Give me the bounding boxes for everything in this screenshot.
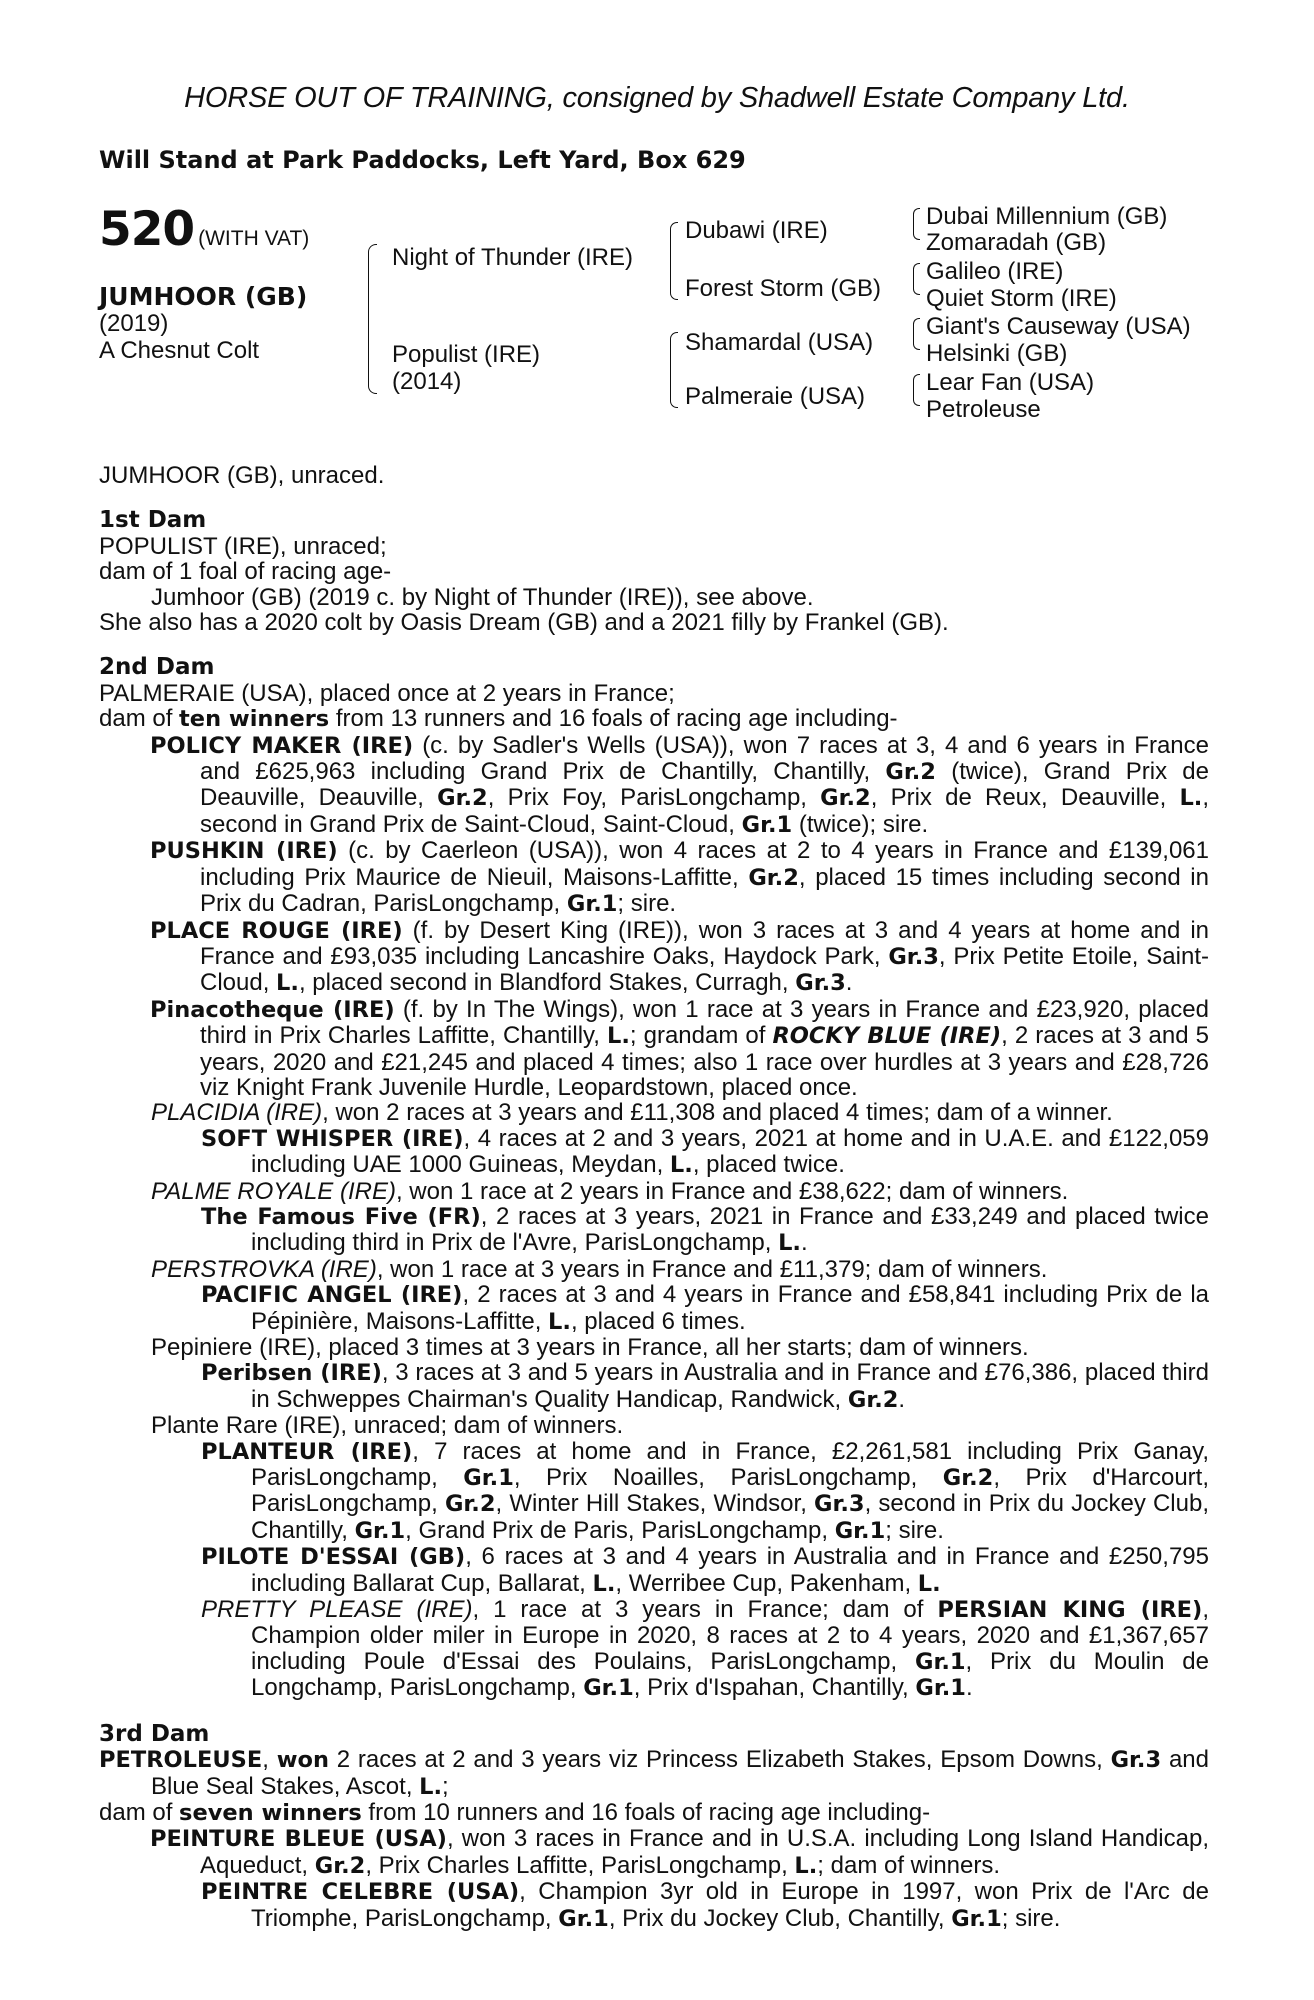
first-dam-line: She also has a 2020 colt by Oasis Dream (GB) and a 2021 filly by Frankel (GB). [99, 609, 949, 637]
produce-entry: Pepiniere (IRE), placed 3 times at 3 years in France, all her starts; dam of winners. [151, 1334, 1029, 1361]
pedigree-brace [913, 263, 920, 295]
pedigree-dam-dam: Palmeraie (USA) [685, 383, 866, 410]
produce-entry: PERSTROVKA (IRE), won 1 race at 3 years in France and £11,379; dam of winners. [151, 1255, 1048, 1283]
produce-entry: Peribsen (IRE), 3 races at 3 and 5 years in Australia and in France and £76,386, placed third in Schweppes Chairman's Quality Handicap, Randwick, Gr.2. [201, 1359, 1209, 1413]
produce-entry: SOFT WHISPER (IRE), 4 races at 2 and 3 years, 2021 at home and in U.A.E. and £122,059 including UAE 1000 Guineas, Meydan, L., placed twice. [201, 1124, 1209, 1179]
produce-entry: The Famous Five (FR), 2 races at 3 years, 2021 in France and £33,249 and placed twice including third in Prix de l'Avre, ParisLongchamp, L.. [201, 1202, 1209, 1257]
pedigree-sire: Night of Thunder (IRE) [392, 244, 633, 271]
pedigree-brace [913, 208, 920, 240]
lot-number: 520 [99, 202, 195, 257]
pedigree-dam-sire: Shamardal (USA) [685, 329, 874, 356]
second-dam-line: PALMERAIE (USA), placed once at 2 years in France; [99, 679, 675, 707]
pedigree-brace [913, 318, 920, 350]
pedigree-g5: Giant's Causeway (USA) [926, 313, 1191, 340]
intro-line: JUMHOOR (GB), unraced. [99, 462, 385, 489]
produce-entry: PALME ROYALE (IRE), won 1 race at 2 years in France and £38,622; dam of winners. [151, 1177, 1069, 1205]
produce-entry: PLACE ROUGE (IRE) (f. by Desert King (IRE)), won 3 races at 3 and 4 years at home and in France and £93,035 including Lancashire Oaks, Haydock Park, Gr.3, Prix Petite Etoile, Saint-Cloud, L., placed second in Blandford Stakes, Curragh, Gr.3. [150, 916, 1210, 997]
catalogue-body [99, 463, 1209, 1932]
pedigree-g1: Dubai Millennium (GB) [926, 203, 1168, 230]
pedigree-brace [670, 332, 678, 408]
pedigree-g6: Helsinki (GB) [926, 340, 1068, 367]
produce-entry: PUSHKIN (IRE) (c. by Caerleon (USA)), won 4 races at 2 to 4 years in France and £139,061 including Prix Maurice de Nieuil, Maisons-Laffitte, Gr.2, placed 15 times including second in Prix du Cadran, ParisLongchamp, Gr.1; sire. [150, 837, 1209, 918]
first-dam-line: POPULIST (IRE), unraced; [99, 532, 387, 560]
horse-year: (2019) [99, 310, 169, 337]
pedigree-brace [670, 222, 678, 300]
first-dam-produce: Jumhoor (GB) (2019 c. by Night of Thunder (IRE)), see above. [151, 583, 814, 611]
pedigree-g4: Quiet Storm (IRE) [926, 285, 1117, 312]
pedigree-dam-year: (2014) [392, 368, 462, 395]
third-dam-heading: 3rd Dam [99, 1720, 210, 1747]
horse-name: JUMHOOR (GB) [99, 282, 308, 311]
produce-entry: Pinacotheque (IRE) (f. by In The Wings), won 1 race at 3 years in France and £23,920, placed third in Prix Charles Laffitte, Chantilly, L.; grandam of ROCKY BLUE (IRE), 2 races at 3 and 5 years, 2020 and £21,245 and placed 4 times; also 1 race over hurdles at 3 years and £28,726 viz Knight Frank Juvenile Hurdle, Leopardstown, placed once. [150, 995, 1209, 1101]
produce-entry: PRETTY PLEASE (IRE), 1 race at 3 years in France; dam of PERSIAN KING (IRE), Champion older miler in Europe in 2020, 8 races at 2 to 4 years, 2020 and £1,367,657 including Poule d'Essai des Poulains, ParisLongchamp, Gr.1, Prix du Moulin de Longchamp, ParisLongchamp, Gr.1, Prix d'Ispahan, Chantilly, Gr.1. [201, 1596, 1209, 1702]
produce-entry: PLANTEUR (IRE), 7 races at home and in France, £2,261,581 including Prix Ganay, ParisLongchamp, Gr.1, Prix Noailles, ParisLongchamp, Gr.2, Prix d'Harcourt, ParisLongchamp, Gr.2, Winter Hill Stakes, Windsor, Gr.3, second in Prix du Jockey Club, Chantilly, Gr.1, Grand Prix de Paris, ParisLongchamp, Gr.1; sire. [201, 1437, 1210, 1544]
pedigree-brace [368, 244, 377, 394]
produce-entry: PEINTURE BLEUE (USA), won 3 races in France and in U.S.A. including Long Island Handicap, Aqueduct, Gr.2, Prix Charles Laffitte, ParisLongchamp, L.; dam of winners. [150, 1825, 1209, 1879]
horse-description: A Chesnut Colt [99, 337, 260, 364]
consignment-note: HORSE OUT OF TRAINING, consigned by Shadwell Estate Company Ltd. [184, 82, 1130, 114]
pedigree-g7: Lear Fan (USA) [926, 369, 1095, 396]
horse-details [99, 283, 307, 364]
first-dam-line: dam of 1 foal of racing age- [99, 558, 392, 586]
second-dam-heading: 2nd Dam [99, 654, 215, 681]
vat-note: (WITH VAT) [198, 227, 310, 250]
produce-entry: PEINTRE CELEBRE (USA), Champion 3yr old in Europe in 1997, won Prix de l'Arc de Triomphe, ParisLongchamp, Gr.1, Prix du Jockey Club, Chantilly, Gr.1; sire. [201, 1878, 1209, 1932]
produce-entry: PACIFIC ANGEL (IRE), 2 races at 3 and 4 years in France and £58,841 including Prix de la Pépinière, Maisons-Laffitte, L., placed 6 times. [201, 1281, 1209, 1335]
produce-entry: PLACIDIA (IRE), won 2 races at 3 years and £11,308 and placed 4 times; dam of a winner. [151, 1099, 1113, 1127]
produce-entry: PILOTE D'ESSAI (GB), 6 races at 3 and 4 years in Australia and in France and £250,795 including Ballarat Cup, Ballarat, L., Werribee Cup, Pakenham, L. [201, 1543, 1209, 1597]
pedigree-dam: Populist (IRE) [392, 341, 541, 368]
third-dam-line: PETROLEUSE, won 2 races at 2 and 3 years viz Princess Elizabeth Stakes, Epsom Downs, Gr.3 and Blue Seal Stakes, Ascot, L.; [99, 1746, 1209, 1800]
second-dam-line: dam of ten winners from 13 runners and 16 foals of racing age including- [99, 705, 898, 733]
lot-number-block [99, 202, 309, 257]
pedigree-brace [913, 374, 920, 406]
stand-location: Will Stand at Park Paddocks, Left Yard, Box 629 [99, 146, 746, 174]
produce-entry: POLICY MAKER (IRE) (c. by Sadler's Wells (USA)), won 7 races at 3, 4 and 6 years in France and £625,963 including Grand Prix de Chantilly, Chantilly, Gr.2 (twice), Grand Prix de Deauville, Deauville, Gr.2, Prix Foy, ParisLongchamp, Gr.2, Prix de Reux, Deauville, L., second in Grand Prix de Saint-Cloud, Saint-Cloud, Gr.1 (twice); sire. [150, 731, 1210, 838]
pedigree-sire-sire: Dubawi (IRE) [685, 217, 828, 244]
produce-entry: Plante Rare (IRE), unraced; dam of winners. [151, 1412, 624, 1440]
pedigree-sire-dam: Forest Storm (GB) [685, 275, 882, 302]
pedigree-g8: Petroleuse [926, 396, 1041, 423]
pedigree-g2: Zomaradah (GB) [926, 229, 1107, 256]
third-dam-line: dam of seven winners from 10 runners and 16 foals of racing age including- [99, 1798, 931, 1826]
pedigree-g3: Galileo (IRE) [926, 258, 1064, 285]
first-dam-heading: 1st Dam [99, 507, 207, 534]
